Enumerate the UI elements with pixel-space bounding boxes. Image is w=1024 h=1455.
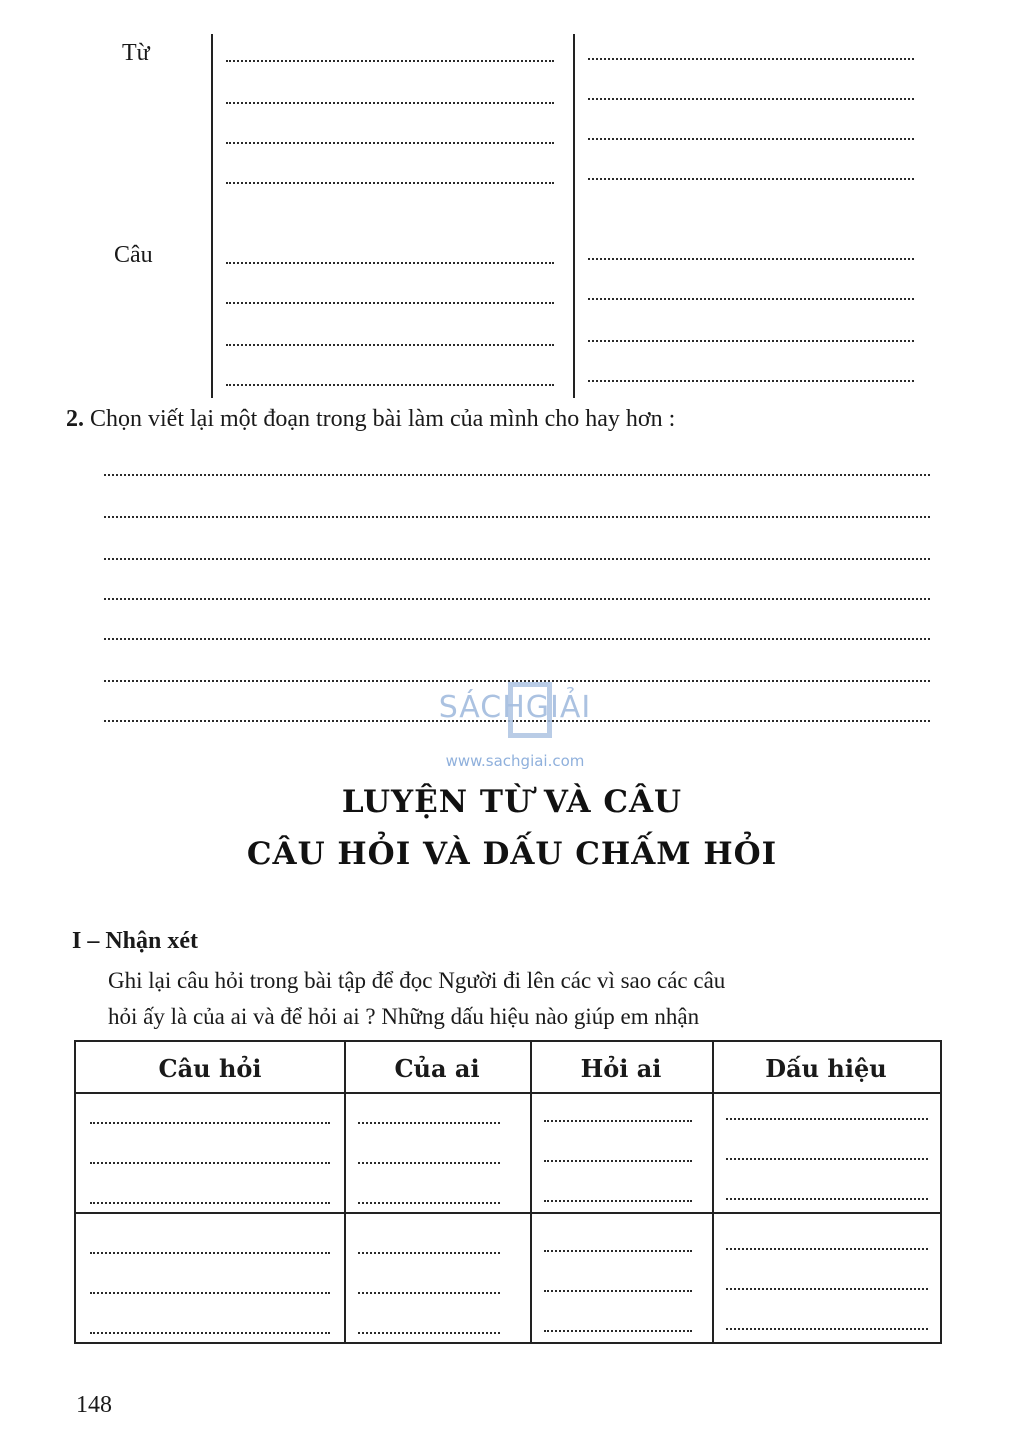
column-divider-right: [573, 34, 575, 398]
table-answer-line[interactable]: [90, 1292, 330, 1294]
table-answer-line[interactable]: [90, 1122, 330, 1124]
table-answer-line[interactable]: [726, 1198, 928, 1200]
answer-line[interactable]: [226, 384, 554, 386]
table-answer-line[interactable]: [726, 1118, 928, 1120]
instruction-line-1: Ghi lại câu hỏi trong bài tập để đọc Người đi lên các vì sao các câu: [108, 968, 726, 993]
table-header-cau-hoi: Câu hỏi: [158, 1054, 262, 1083]
answer-line[interactable]: [226, 344, 554, 346]
table-answer-line[interactable]: [90, 1202, 330, 1204]
answer-line[interactable]: [588, 380, 914, 382]
section-title: I – Nhận xét: [72, 928, 199, 954]
table-answer-line[interactable]: [358, 1202, 500, 1204]
answer-line[interactable]: [226, 60, 554, 62]
table-column-divider: [530, 1042, 532, 1342]
table-answer-line[interactable]: [90, 1332, 330, 1334]
answer-table: [74, 1040, 942, 1344]
answer-line[interactable]: [588, 58, 914, 60]
table-answer-line[interactable]: [544, 1160, 692, 1162]
answer-line[interactable]: [104, 558, 930, 560]
label-tu: Từ: [122, 40, 150, 66]
table-answer-line[interactable]: [358, 1162, 500, 1164]
label-cau: Câu: [114, 242, 153, 268]
answer-line[interactable]: [226, 102, 554, 104]
watermark-title: SÁCHGIẢI: [438, 690, 592, 725]
table-answer-line[interactable]: [90, 1252, 330, 1254]
answer-line[interactable]: [104, 598, 930, 600]
table-answer-line[interactable]: [726, 1158, 928, 1160]
column-divider-left: [211, 34, 213, 398]
page-number: 148: [76, 1392, 112, 1418]
table-answer-line[interactable]: [358, 1252, 500, 1254]
answer-line[interactable]: [104, 638, 930, 640]
table-answer-line[interactable]: [544, 1250, 692, 1252]
instruction-line-2: hỏi ấy là của ai và để hỏi ai ? Những dấu hiệu nào giúp em nhận: [108, 1004, 700, 1029]
exercise-number: 2.: [66, 406, 84, 432]
table-header-divider: [76, 1092, 940, 1094]
table-column-divider: [344, 1042, 346, 1342]
table-header-dau-hieu: Dấu hiệu: [765, 1054, 887, 1083]
answer-line[interactable]: [226, 262, 554, 264]
answer-line[interactable]: [104, 516, 930, 518]
table-header-hoi-ai: Hỏi ai: [580, 1054, 662, 1083]
watermark: [410, 680, 620, 780]
table-answer-line[interactable]: [544, 1120, 692, 1122]
answer-line[interactable]: [104, 474, 930, 476]
answer-line[interactable]: [588, 258, 914, 260]
table-row-divider: [76, 1212, 940, 1214]
answer-line[interactable]: [588, 178, 914, 180]
table-answer-line[interactable]: [726, 1248, 928, 1250]
answer-line[interactable]: [226, 302, 554, 304]
lesson-heading: LUYỆN TỪ VÀ CÂU: [341, 784, 683, 820]
table-answer-line[interactable]: [358, 1292, 500, 1294]
exercise-2-prompt: [66, 406, 675, 433]
answer-line[interactable]: [588, 298, 914, 300]
table-answer-line[interactable]: [726, 1328, 928, 1330]
lesson-subheading: CÂU HỎI VÀ DẤU CHẤM HỎI: [246, 836, 778, 872]
table-answer-line[interactable]: [358, 1122, 500, 1124]
table-answer-line[interactable]: [544, 1290, 692, 1292]
table-answer-line[interactable]: [90, 1162, 330, 1164]
table-answer-line[interactable]: [544, 1330, 692, 1332]
answer-line[interactable]: [588, 98, 914, 100]
table-answer-line[interactable]: [726, 1288, 928, 1290]
table-column-divider: [712, 1042, 714, 1342]
answer-line[interactable]: [588, 138, 914, 140]
watermark-url: www.sachgiai.com: [445, 752, 585, 770]
answer-line[interactable]: [226, 182, 554, 184]
exercise-text: Chọn viết lại một đoạn trong bài làm của mình cho hay hơn :: [84, 406, 676, 432]
answer-line[interactable]: [226, 142, 554, 144]
answer-line[interactable]: [588, 340, 914, 342]
table-answer-line[interactable]: [358, 1332, 500, 1334]
table-header-cua-ai: Của ai: [394, 1054, 480, 1083]
table-answer-line[interactable]: [544, 1200, 692, 1202]
